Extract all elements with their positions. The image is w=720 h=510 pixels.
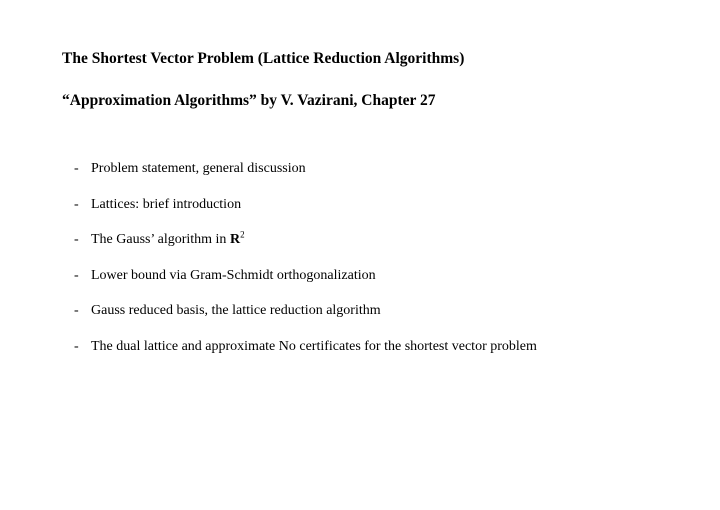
bullet-dash: - (74, 267, 79, 283)
dimension-exponent: 2 (240, 229, 245, 240)
topic-label-gauss (91, 230, 245, 250)
bullet-dash: - (74, 196, 79, 212)
gauss-text: The Gauss’ algorithm in (91, 232, 230, 247)
page-subtitle: “Approximation Algorithms” by V. Vazirani, Chapter 27 (62, 92, 436, 109)
bullet-dash: - (74, 303, 79, 318)
bullet-dash: - (74, 232, 79, 247)
bullet-dash: - (74, 161, 79, 176)
topic-label: Lattices: brief introduction (91, 196, 242, 212)
topic-label: The dual lattice and approximate No certificates for the shortest vector problem (91, 338, 537, 354)
real-numbers-symbol: R (229, 232, 241, 247)
topic-label: Lower bound via Gram-Schmidt orthogonalization (91, 267, 376, 283)
topic-label: Gauss reduced basis, the lattice reduction algorithm (91, 303, 381, 318)
topic-label: Problem statement, general discussion (91, 161, 306, 176)
bullet-dash: - (74, 338, 79, 354)
page-title: The Shortest Vector Problem (Lattice Reduction Algorithms) (62, 50, 465, 67)
